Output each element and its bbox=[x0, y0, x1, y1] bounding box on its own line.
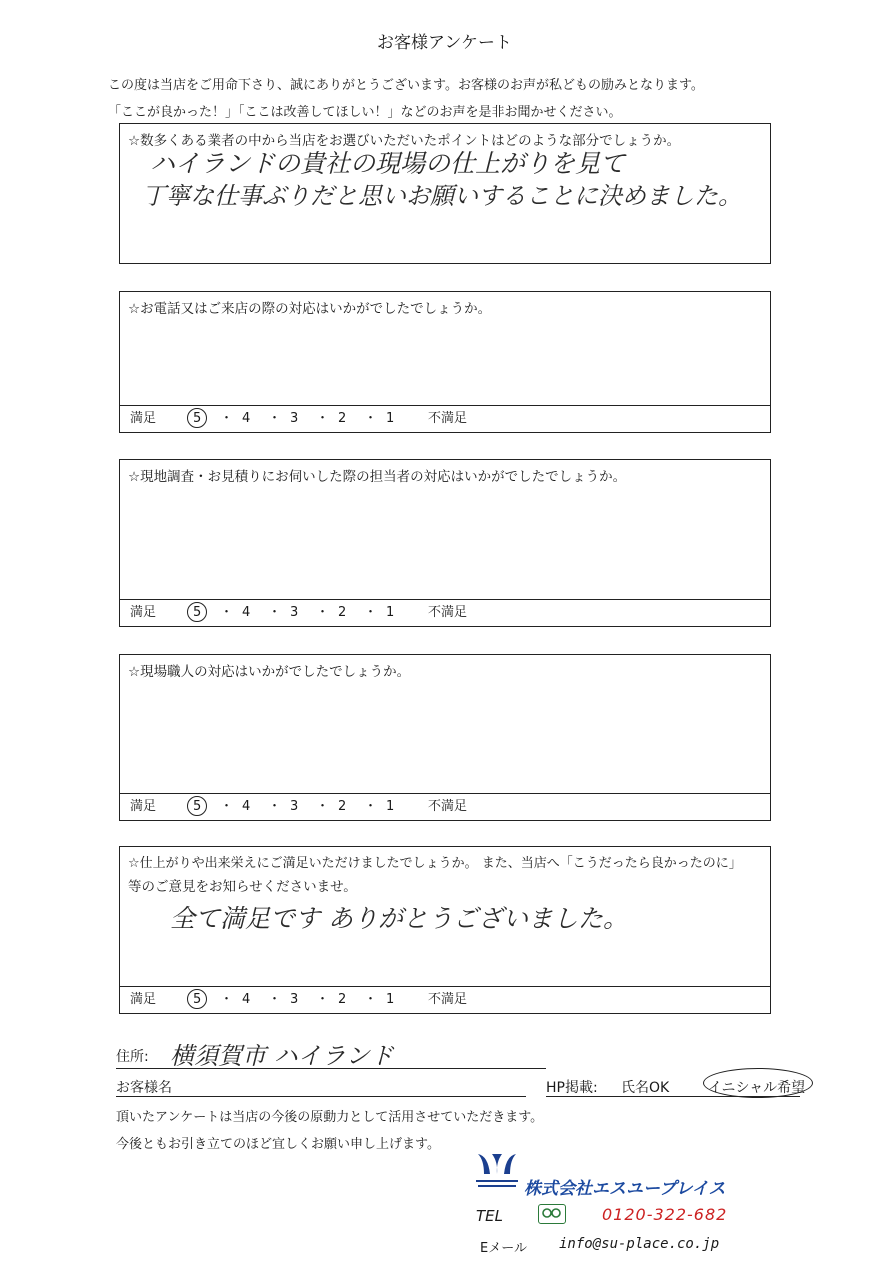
rating-low-label: 不満足 bbox=[428, 605, 468, 620]
customer-name-label: お客様名 bbox=[116, 1080, 172, 1096]
rating-scale bbox=[120, 599, 770, 626]
hp-option-initials[interactable]: イニシャル希望 bbox=[708, 1080, 806, 1096]
rating-scale bbox=[120, 793, 770, 820]
rating-sep: ・ bbox=[364, 605, 378, 620]
question-box-3 bbox=[119, 459, 771, 627]
question-text: ☆現場職人の対応はいかがでしたでしょうか。 bbox=[128, 664, 411, 680]
rating-low-label: 不満足 bbox=[428, 799, 468, 814]
hp-underline bbox=[546, 1096, 800, 1097]
rating-option-3[interactable]: 3 bbox=[290, 799, 299, 814]
rating-high-label: 満足 bbox=[130, 605, 157, 620]
rating-option-2[interactable]: 2 bbox=[338, 605, 347, 620]
handwritten-answer-line-1: ハイランドの貴社の現場の仕上がりを見て bbox=[150, 149, 626, 178]
handwritten-answer: 全て満足です ありがとうございました。 bbox=[170, 904, 628, 933]
name-underline bbox=[116, 1096, 526, 1097]
intro-line-1: この度は当店をご用命下さり、誠にありがとうございます。お客様のお声が私どもの励みとなります。 bbox=[108, 78, 704, 93]
rating-scale bbox=[120, 986, 770, 1013]
rating-option-2[interactable]: 2 bbox=[338, 411, 347, 426]
rating-sep: ・ bbox=[220, 605, 234, 620]
rating-option-1[interactable]: 1 bbox=[386, 411, 395, 426]
rating-option-5[interactable]: 5 bbox=[193, 411, 202, 426]
rating-option-5[interactable]: 5 bbox=[193, 605, 202, 620]
rating-high-label: 満足 bbox=[130, 411, 157, 426]
rating-option-5[interactable]: 5 bbox=[193, 992, 202, 1007]
rating-option-5[interactable]: 5 bbox=[193, 799, 202, 814]
rating-sep: ・ bbox=[220, 411, 234, 426]
question-text: ☆仕上がりや出来栄えにご満足いただけましたでしょうか。 また、当店へ「こうだったら良かったのに」 bbox=[128, 856, 742, 871]
tel-number[interactable]: 0120-322-682 bbox=[602, 1205, 728, 1224]
rating-option-3[interactable]: 3 bbox=[290, 605, 299, 620]
footer-line-2: 今後ともお引き立てのほど宜しくお願い申し上げます。 bbox=[116, 1137, 440, 1152]
rating-sep: ・ bbox=[316, 992, 330, 1007]
email-label: Eメール bbox=[480, 1241, 527, 1256]
rating-sep: ・ bbox=[316, 411, 330, 426]
address-handwritten[interactable]: 横須賀市 ハイランド bbox=[170, 1042, 394, 1070]
hp-option-name-ok[interactable]: 氏名OK bbox=[621, 1080, 670, 1096]
rating-option-4[interactable]: 4 bbox=[242, 605, 251, 620]
hp-label: HP掲載: bbox=[546, 1080, 598, 1096]
rating-option-3[interactable]: 3 bbox=[290, 411, 299, 426]
address-label: 住所: bbox=[116, 1049, 149, 1065]
rating-low-label: 不満足 bbox=[428, 411, 468, 426]
rating-option-1[interactable]: 1 bbox=[386, 992, 395, 1007]
company-name: 株式会社エスユープレイス bbox=[524, 1179, 726, 1199]
intro-line-2: 「ここが良かった！」「ここは改善してほしい！」などのお声を是非お聞かせください。 bbox=[108, 105, 622, 120]
rating-low-label: 不満足 bbox=[428, 992, 468, 1007]
rating-sep: ・ bbox=[220, 799, 234, 814]
rating-option-4[interactable]: 4 bbox=[242, 411, 251, 426]
rating-option-3[interactable]: 3 bbox=[290, 992, 299, 1007]
rating-sep: ・ bbox=[364, 992, 378, 1007]
rating-high-label: 満足 bbox=[130, 992, 157, 1007]
rating-sep: ・ bbox=[220, 992, 234, 1007]
address-underline bbox=[116, 1068, 546, 1069]
footer-line-1: 頂いたアンケートは当店の今後の原動力として活用させていただきます。 bbox=[116, 1110, 544, 1125]
question-text: ☆お電話又はご来店の際の対応はいかがでしたでしょうか。 bbox=[128, 301, 492, 317]
handwritten-answer-line-2: 丁寧な仕事ぶりだと思いお願いすることに決めました。 bbox=[142, 182, 742, 210]
page-title: お客様アンケート bbox=[377, 33, 512, 53]
rating-sep: ・ bbox=[316, 799, 330, 814]
rating-scale bbox=[120, 405, 770, 432]
rating-high-label: 満足 bbox=[130, 799, 157, 814]
question-box-1 bbox=[119, 123, 771, 264]
rating-sep: ・ bbox=[364, 411, 378, 426]
rating-sep: ・ bbox=[316, 605, 330, 620]
company-logo-icon bbox=[474, 1150, 520, 1198]
email-address[interactable]: info@su-place.co.jp bbox=[559, 1236, 720, 1252]
rating-sep: ・ bbox=[268, 411, 282, 426]
rating-option-4[interactable]: 4 bbox=[242, 992, 251, 1007]
question-box-4 bbox=[119, 654, 771, 821]
question-text: ☆数多くある業者の中から当店をお選びいただいたポイントはどのような部分でしょうか。 bbox=[128, 133, 681, 149]
question-text: ☆現地調査・お見積りにお伺いした際の担当者の対応はいかがでしたでしょうか。 bbox=[128, 469, 627, 485]
rating-sep: ・ bbox=[364, 799, 378, 814]
rating-option-2[interactable]: 2 bbox=[338, 799, 347, 814]
free-dial-icon bbox=[538, 1204, 566, 1224]
rating-option-1[interactable]: 1 bbox=[386, 605, 395, 620]
rating-sep: ・ bbox=[268, 799, 282, 814]
rating-sep: ・ bbox=[268, 605, 282, 620]
rating-sep: ・ bbox=[268, 992, 282, 1007]
question-box-2 bbox=[119, 291, 771, 433]
question-text-2: 等のご意見をお知らせくださいませ。 bbox=[128, 879, 357, 895]
tel-label: TEL bbox=[476, 1207, 503, 1225]
rating-option-4[interactable]: 4 bbox=[242, 799, 251, 814]
rating-option-1[interactable]: 1 bbox=[386, 799, 395, 814]
rating-option-2[interactable]: 2 bbox=[338, 992, 347, 1007]
question-box-5 bbox=[119, 846, 771, 1014]
